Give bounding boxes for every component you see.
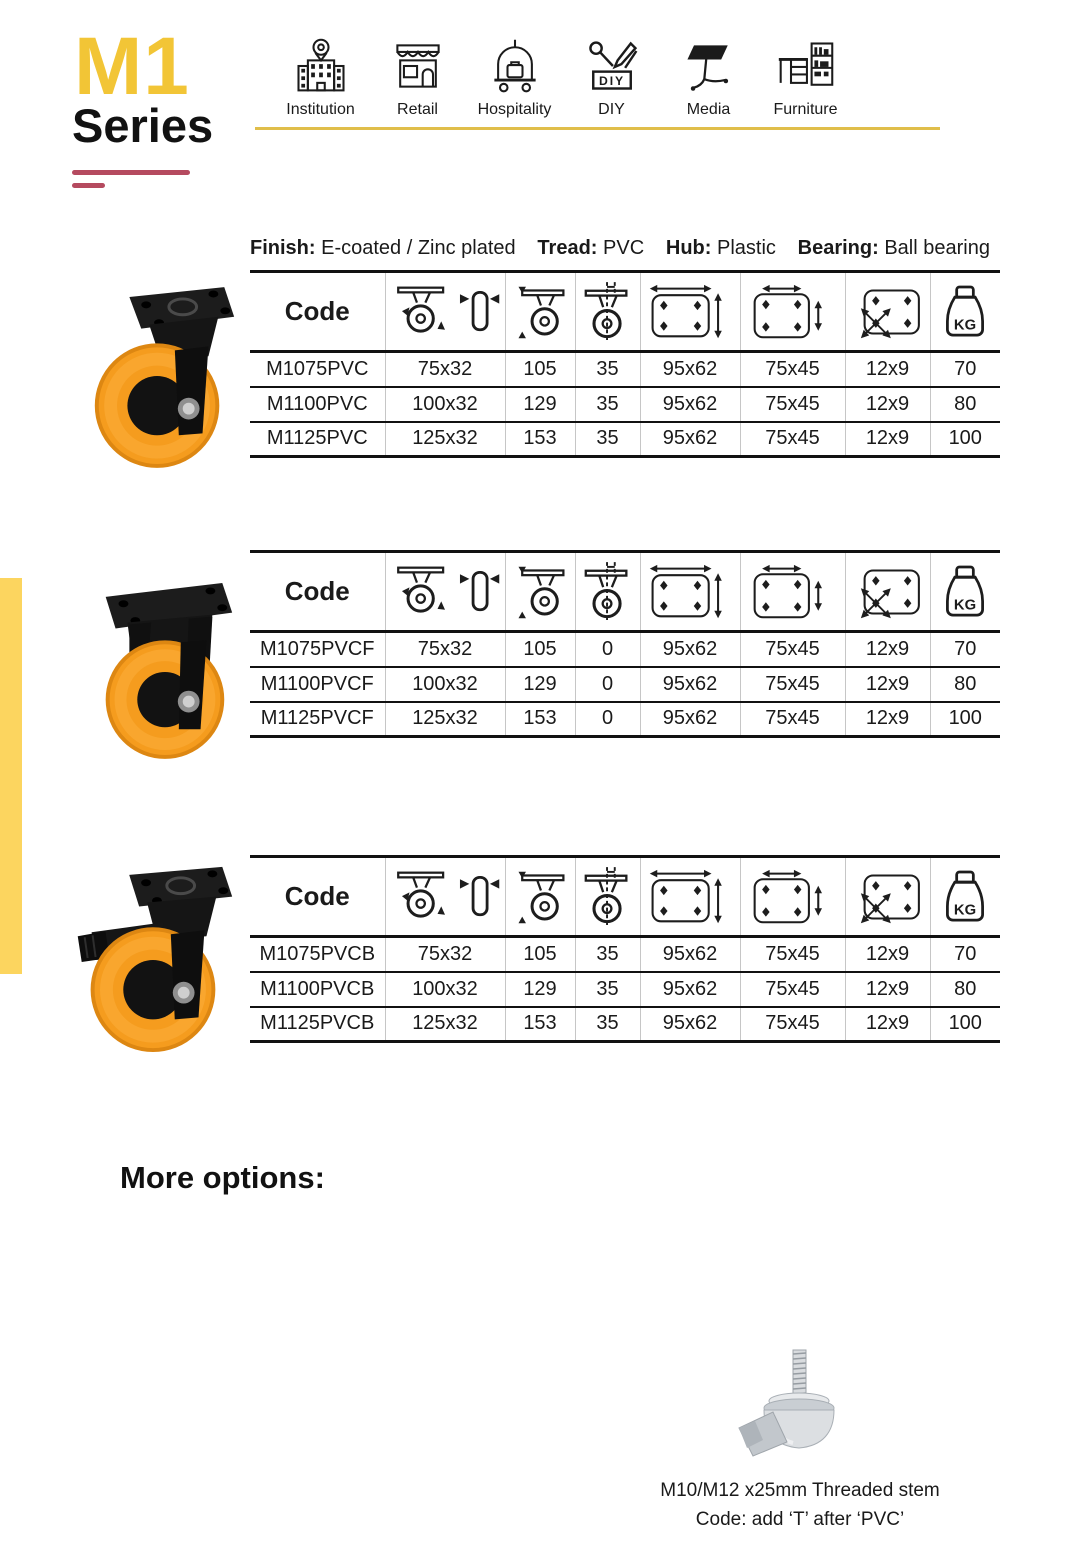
- cell-height: 153: [505, 702, 575, 737]
- cell-bolt-hole: 12x9: [845, 937, 930, 972]
- cell-bolt-hole: 12x9: [845, 422, 930, 457]
- hospitality-icon: [485, 36, 545, 96]
- cell-wheel: 125x32: [385, 422, 505, 457]
- plate-size-icon: [640, 272, 740, 352]
- spec-bearing: Bearing: Ball bearing: [797, 237, 990, 259]
- cell-capacity: 80: [930, 387, 1000, 422]
- cell-capacity: 100: [930, 1007, 1000, 1042]
- cell-bolt-spacing: 75x45: [740, 937, 845, 972]
- cell-offset: 0: [575, 702, 640, 737]
- media-icon: [679, 36, 739, 96]
- spec-finish: Finish: E-coated / Zinc plated: [250, 237, 516, 259]
- spec-hub: Hub: Plastic: [665, 237, 776, 259]
- table-header-row: [250, 552, 1000, 632]
- table-row: [250, 352, 1000, 387]
- cell-code: M1100PVCF: [250, 667, 385, 702]
- overall-height-icon: [505, 272, 575, 352]
- application-label: DIY: [598, 101, 625, 118]
- diy-icon: [582, 36, 642, 96]
- code-header: Code: [250, 857, 385, 937]
- code-header: Code: [250, 272, 385, 352]
- application-institution: [272, 36, 369, 119]
- cell-height: 129: [505, 667, 575, 702]
- series-word: Series: [72, 99, 214, 152]
- cell-bolt-hole: 12x9: [845, 387, 930, 422]
- cell-bolt-spacing: 75x45: [740, 422, 845, 457]
- spec-table-brake: [250, 855, 1000, 1043]
- application-media: [660, 36, 757, 119]
- cell-bolt-spacing: 75x45: [740, 387, 845, 422]
- cell-height: 105: [505, 352, 575, 387]
- series-code: M1: [74, 21, 190, 112]
- cell-height: 129: [505, 972, 575, 1007]
- cell-wheel: 125x32: [385, 702, 505, 737]
- cell-code: M1075PVC: [250, 352, 385, 387]
- furniture-icon: [776, 36, 836, 96]
- load-capacity-icon: [930, 272, 1000, 352]
- cell-wheel: 75x32: [385, 632, 505, 667]
- swivel-offset-icon: [575, 272, 640, 352]
- materials-spec-line: [250, 237, 990, 260]
- more-options-title: More options:: [120, 1160, 325, 1195]
- cell-bolt-hole: 12x9: [845, 352, 930, 387]
- swivel-caster-image: [78, 283, 246, 476]
- application-icons-row: [272, 36, 854, 119]
- cell-bolt-hole: 12x9: [845, 667, 930, 702]
- cell-plate: 95x62: [640, 937, 740, 972]
- cell-capacity: 70: [930, 352, 1000, 387]
- cell-offset: 35: [575, 937, 640, 972]
- application-furniture: [757, 36, 854, 119]
- cell-wheel: 125x32: [385, 1007, 505, 1042]
- plate-size-icon: [640, 857, 740, 937]
- application-label: Media: [686, 101, 731, 118]
- cell-offset: 0: [575, 632, 640, 667]
- table-row: [250, 422, 1000, 457]
- cell-offset: 35: [575, 352, 640, 387]
- cell-offset: 35: [575, 972, 640, 1007]
- cell-wheel: 75x32: [385, 352, 505, 387]
- cell-code: M1100PVC: [250, 387, 385, 422]
- cell-plate: 95x62: [640, 422, 740, 457]
- cell-capacity: 80: [930, 667, 1000, 702]
- swivel-offset-icon: [575, 857, 640, 937]
- cell-bolt-hole: 12x9: [845, 632, 930, 667]
- stem-caption-line1: M10/M12 x25mm Threaded stem: [660, 1480, 940, 1501]
- bolt-hole-icon: [845, 857, 930, 937]
- cell-bolt-spacing: 75x45: [740, 972, 845, 1007]
- cell-code: M1100PVCB: [250, 972, 385, 1007]
- code-header: Code: [250, 552, 385, 632]
- table-row: [250, 702, 1000, 737]
- cell-bolt-hole: 12x9: [845, 702, 930, 737]
- cell-bolt-hole: 12x9: [845, 972, 930, 1007]
- table-row: [250, 1007, 1000, 1042]
- cell-wheel: 100x32: [385, 667, 505, 702]
- application-label: Hospitality: [477, 101, 552, 118]
- swivel-offset-icon: [575, 552, 640, 632]
- table-header-row: [250, 272, 1000, 352]
- table-row: [250, 632, 1000, 667]
- brand-underline-long: [72, 170, 190, 175]
- cell-plate: 95x62: [640, 1007, 740, 1042]
- bolt-hole-icon: [845, 552, 930, 632]
- brand-underline-short: [72, 183, 105, 188]
- cell-code: M1075PVCB: [250, 937, 385, 972]
- cell-bolt-spacing: 75x45: [740, 1007, 845, 1042]
- bolt-spacing-icon: [740, 552, 845, 632]
- cell-bolt-spacing: 75x45: [740, 632, 845, 667]
- cell-offset: 35: [575, 1007, 640, 1042]
- cell-capacity: 70: [930, 937, 1000, 972]
- spec-table-swivel: [250, 270, 1000, 458]
- stem-caption-line2: Code: add ‘T’ after ‘PVC’: [695, 1509, 905, 1531]
- application-diy: [563, 36, 660, 119]
- spec-table-fixed: [250, 550, 1000, 738]
- cell-code: M1125PVCB: [250, 1007, 385, 1042]
- cell-plate: 95x62: [640, 387, 740, 422]
- cell-plate: 95x62: [640, 667, 740, 702]
- cell-height: 153: [505, 1007, 575, 1042]
- table-row: [250, 387, 1000, 422]
- cell-plate: 95x62: [640, 972, 740, 1007]
- bolt-spacing-icon: [740, 272, 845, 352]
- application-label: Furniture: [773, 101, 838, 118]
- cell-height: 153: [505, 422, 575, 457]
- cell-wheel: 75x32: [385, 937, 505, 972]
- cell-capacity: 70: [930, 632, 1000, 667]
- threaded-stem-image: [715, 1348, 885, 1470]
- cell-offset: 35: [575, 387, 640, 422]
- application-label: Retail: [397, 101, 438, 118]
- cell-code: M1125PVC: [250, 422, 385, 457]
- cell-code: M1125PVCF: [250, 702, 385, 737]
- applications-underline: [255, 127, 940, 130]
- cell-capacity: 80: [930, 972, 1000, 1007]
- yellow-side-bar: [0, 578, 22, 974]
- brake-caster-image: [52, 858, 250, 1063]
- bolt-spacing-icon: [740, 857, 845, 937]
- diy-box-text: DIY: [598, 73, 625, 88]
- cell-plate: 95x62: [640, 702, 740, 737]
- application-label: Institution: [286, 101, 355, 118]
- table-header-row: [250, 857, 1000, 937]
- wheel-size-icon: [385, 857, 505, 937]
- overall-height-icon: [505, 552, 575, 632]
- bolt-hole-icon: [845, 272, 930, 352]
- cell-wheel: 100x32: [385, 387, 505, 422]
- cell-bolt-spacing: 75x45: [740, 667, 845, 702]
- cell-bolt-spacing: 75x45: [740, 702, 845, 737]
- cell-bolt-hole: 12x9: [845, 1007, 930, 1042]
- overall-height-icon: [505, 857, 575, 937]
- cell-height: 105: [505, 632, 575, 667]
- cell-offset: 35: [575, 422, 640, 457]
- cell-capacity: 100: [930, 422, 1000, 457]
- wheel-size-icon: [385, 272, 505, 352]
- table-row: [250, 667, 1000, 702]
- table-row: [250, 972, 1000, 1007]
- cell-height: 129: [505, 387, 575, 422]
- application-hospitality: [466, 36, 563, 119]
- application-retail: [369, 36, 466, 119]
- cell-wheel: 100x32: [385, 972, 505, 1007]
- cell-height: 105: [505, 937, 575, 972]
- institution-icon: [291, 36, 351, 96]
- load-capacity-icon: [930, 857, 1000, 937]
- load-capacity-icon: [930, 552, 1000, 632]
- cell-bolt-spacing: 75x45: [740, 352, 845, 387]
- fixed-caster-image: [78, 573, 246, 766]
- cell-capacity: 100: [930, 702, 1000, 737]
- table-row: [250, 937, 1000, 972]
- wheel-size-icon: [385, 552, 505, 632]
- threaded-stem-figure: [645, 1348, 955, 1535]
- spec-tread: Tread: PVC: [537, 237, 645, 259]
- retail-icon: [388, 36, 448, 96]
- cell-plate: 95x62: [640, 632, 740, 667]
- cell-code: M1075PVCF: [250, 632, 385, 667]
- cell-plate: 95x62: [640, 352, 740, 387]
- plate-size-icon: [640, 552, 740, 632]
- cell-offset: 0: [575, 667, 640, 702]
